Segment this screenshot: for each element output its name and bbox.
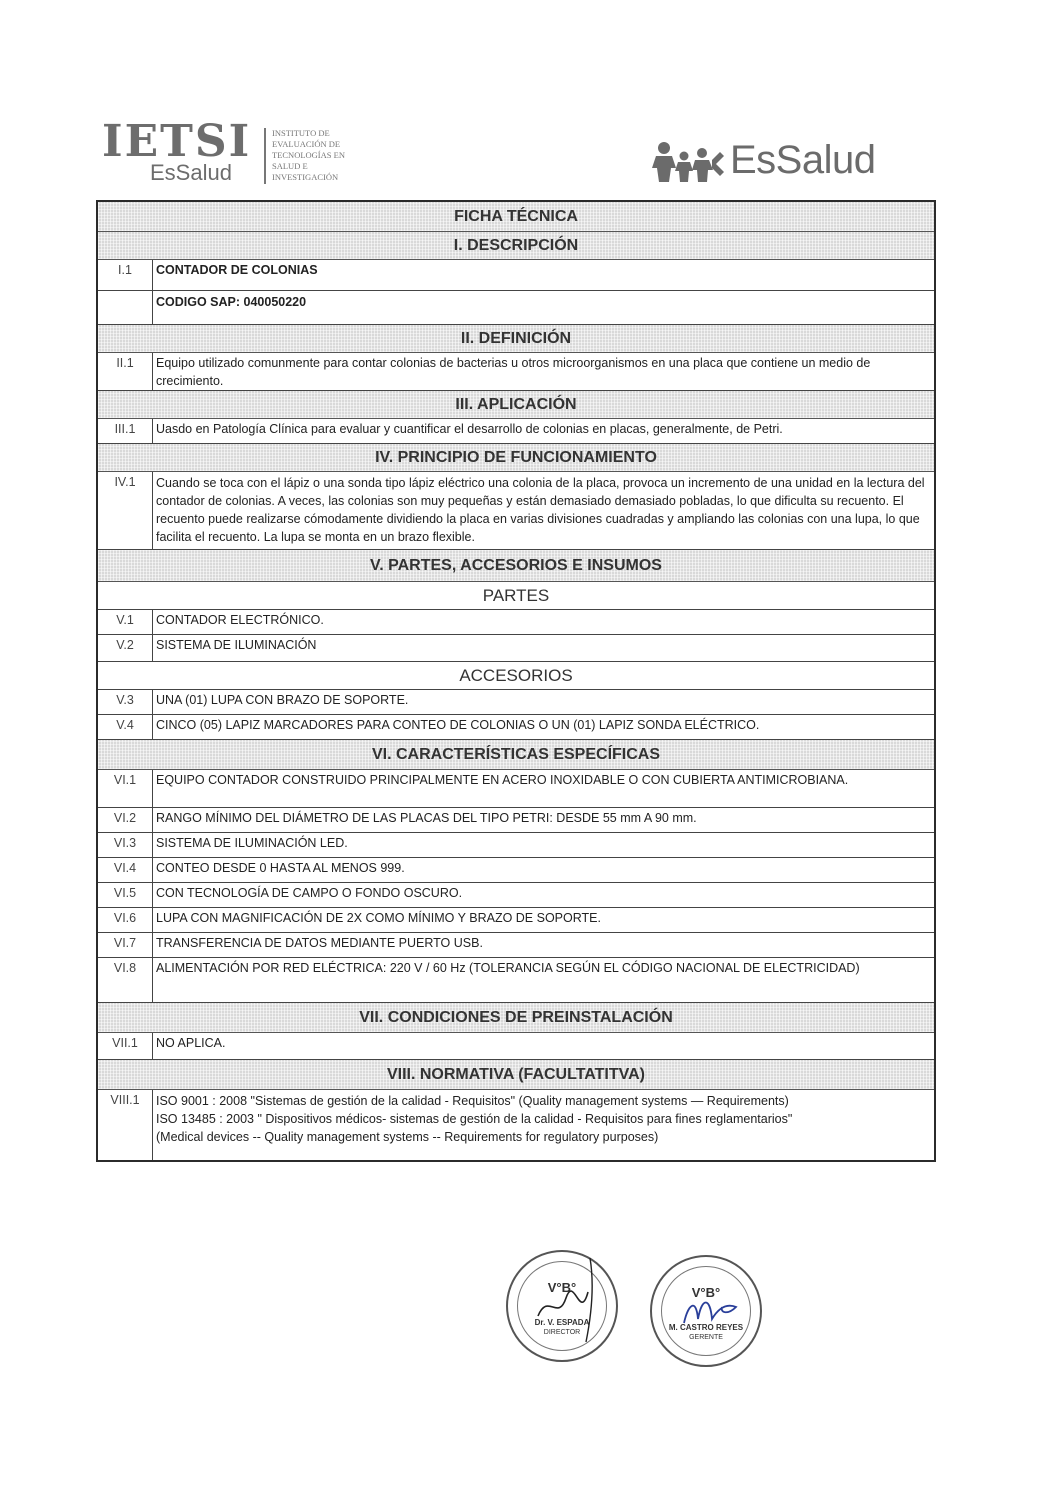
family-icon xyxy=(650,140,730,184)
row-text xyxy=(153,1090,934,1160)
row-text: CINCO (05) LAPIZ MARCADORES PARA CONTEO DE COLONIAS O UN (01) LAPIZ SONDA ELÉCTRICO. xyxy=(156,718,760,732)
seal-name: Dr. V. ESPADA xyxy=(534,1318,590,1327)
row-text: CONTEO DESDE 0 HASTA AL MENOS 999. xyxy=(156,861,405,875)
row-code: VII.1 xyxy=(98,1033,153,1059)
row-code: V.1 xyxy=(98,610,153,634)
row-text: CONTADOR ELECTRÓNICO. xyxy=(156,613,324,627)
table-row xyxy=(98,958,934,1003)
technical-sheet-table xyxy=(96,200,936,1162)
seal-role: DIRECTOR xyxy=(543,1329,581,1336)
row-text: UNA (01) LUPA CON BRAZO DE SOPORTE. xyxy=(156,693,409,707)
ietsi-logo-divider xyxy=(264,128,266,184)
row-code: VI.3 xyxy=(98,833,153,857)
row-text: Cuando se toca con el lápiz o una sonda tipo lápiz eléctrico una colonia de la placa, provoca un incremento de una unidad en la lectura del contador de colonias. A veces, las colonias son muy pequeñas y están demasiado demasiado pobladas, lo que dificulta su recuento. El recuento puede realizarse cómodamente dividiendo la placa en varias divisiones cuadradas y ampliando las colonias con una lupa, lo que facilita el recuento. La lupa se monta en un brazo flexible. xyxy=(156,476,925,544)
row-text: CODIGO SAP: 040050220 xyxy=(156,295,307,309)
section-heading: VII. CONDICIONES DE PREINSTALACIÓN xyxy=(98,1003,934,1033)
norm-line: ISO 9001 : 2008 "Sistemas de gestión de la calidad - Requisitos" (Quality management systems — Requirements) xyxy=(156,1094,789,1108)
approval-seal-director xyxy=(506,1250,618,1362)
row-code: VI.6 xyxy=(98,908,153,932)
table-row xyxy=(98,1090,934,1160)
row-code: VI.1 xyxy=(98,770,153,807)
table-row xyxy=(98,833,934,858)
row-code: V.4 xyxy=(98,715,153,739)
seal-mark: V°B° xyxy=(547,1280,577,1295)
seal-mark: V°B° xyxy=(691,1285,721,1300)
row-text: CONTADOR DE COLONIAS xyxy=(156,263,318,277)
row-text: EQUIPO CONTADOR CONSTRUIDO PRINCIPALMENTE EN ACERO INOXIDABLE O CON CUBIERTA ANTIMICROBIANA. xyxy=(156,773,849,787)
row-code: I.1 xyxy=(98,260,153,290)
table-row xyxy=(98,260,934,291)
section-heading: VIII. NORMATIVA (FACULTATITVA) xyxy=(98,1060,934,1090)
row-code: VI.7 xyxy=(98,933,153,957)
row-code: VI.5 xyxy=(98,883,153,907)
ietsi-institute-text: INSTITUTO DE EVALUACIÓN DE TECNOLOGÍAS EN SALUD E INVESTIGACIÓN xyxy=(272,128,345,182)
seal-role: GERENTE xyxy=(689,1334,723,1341)
essalud-logo-word: EsSalud xyxy=(730,138,876,182)
subsection-title: ACCESORIOS xyxy=(98,662,934,690)
table-row xyxy=(98,472,934,550)
row-code xyxy=(98,291,153,324)
norm-line: ISO 13485 : 2003 " Dispositivos médicos- sistemas de gestión de la calidad - Requisitos para fines reglamentarios" xyxy=(156,1112,793,1126)
row-code: III.1 xyxy=(98,419,153,443)
row-code: II.1 xyxy=(98,353,153,390)
row-text: SISTEMA DE ILUMINACIÓN LED. xyxy=(156,836,348,850)
table-row xyxy=(98,858,934,883)
table-row xyxy=(98,933,934,958)
row-code: VI.8 xyxy=(98,958,153,1002)
table-row xyxy=(98,808,934,833)
norm-line: (Medical devices -- Quality management systems -- Requirements for regulatory purposes) xyxy=(156,1130,659,1144)
row-code: VIII.1 xyxy=(98,1090,153,1160)
table-row xyxy=(98,291,934,325)
row-text: LUPA CON MAGNIFICACIÓN DE 2X COMO MÍNIMO Y BRAZO DE SOPORTE. xyxy=(156,911,601,925)
ietsi-logo xyxy=(100,116,370,188)
row-text: RANGO MÍNIMO DEL DIÁMETRO DE LAS PLACAS DEL TIPO PETRI: DESDE 55 mm A 90 mm. xyxy=(156,811,697,825)
row-text: TRANSFERENCIA DE DATOS MEDIANTE PUERTO USB. xyxy=(156,936,483,950)
table-row xyxy=(98,770,934,808)
section-heading: I. DESCRIPCIÓN xyxy=(98,232,934,260)
table-row xyxy=(98,635,934,662)
row-text: ALIMENTACIÓN POR RED ELÉCTRICA: 220 V / 60 Hz (TOLERANCIA SEGÚN EL CÓDIGO NACIONAL DE ELECTRICIDAD) xyxy=(156,961,860,975)
row-code: IV.1 xyxy=(98,472,153,549)
section-heading: VI. CARACTERÍSTICAS ESPECÍFICAS xyxy=(98,740,934,770)
row-text: NO APLICA. xyxy=(156,1036,226,1050)
table-row xyxy=(98,419,934,444)
row-text: CON TECNOLOGÍA DE CAMPO O FONDO OSCURO. xyxy=(156,886,463,900)
section-heading: II. DEFINICIÓN xyxy=(98,325,934,353)
ietsi-logo-sub: EsSalud xyxy=(150,160,232,185)
seal-name: M. CASTRO REYES xyxy=(668,1323,744,1332)
table-row xyxy=(98,690,934,715)
approval-seal-manager xyxy=(650,1255,762,1367)
section-heading: III. APLICACIÓN xyxy=(98,391,934,419)
subsection-title: PARTES xyxy=(98,582,934,610)
row-code: VI.4 xyxy=(98,858,153,882)
row-text: Uasdo en Patología Clínica para evaluar y cuantificar el desarrollo de colonias en placas, generalmente, de Petri. xyxy=(156,422,783,436)
signature-icon xyxy=(508,1252,620,1364)
table-row xyxy=(98,1033,934,1060)
row-code: V.2 xyxy=(98,635,153,661)
ietsi-logo-word: IETSI xyxy=(102,116,252,167)
table-row xyxy=(98,715,934,740)
sheet-title: FICHA TÉCNICA xyxy=(98,202,934,232)
section-heading: V. PARTES, ACCESORIOS E INSUMOS xyxy=(98,550,934,582)
table-row xyxy=(98,610,934,635)
section-heading: IV. PRINCIPIO DE FUNCIONAMIENTO xyxy=(98,444,934,472)
table-row xyxy=(98,908,934,933)
essalud-logo xyxy=(650,140,890,190)
row-code: VI.2 xyxy=(98,808,153,832)
table-row xyxy=(98,883,934,908)
row-code: V.3 xyxy=(98,690,153,714)
row-text: SISTEMA DE ILUMINACIÓN xyxy=(156,638,317,652)
table-row xyxy=(98,353,934,391)
signature-icon xyxy=(652,1257,764,1369)
row-text: Equipo utilizado comunmente para contar colonias de bacterias u otros microorganismos en una placa que contiene un medio de crecimiento. xyxy=(156,356,871,388)
